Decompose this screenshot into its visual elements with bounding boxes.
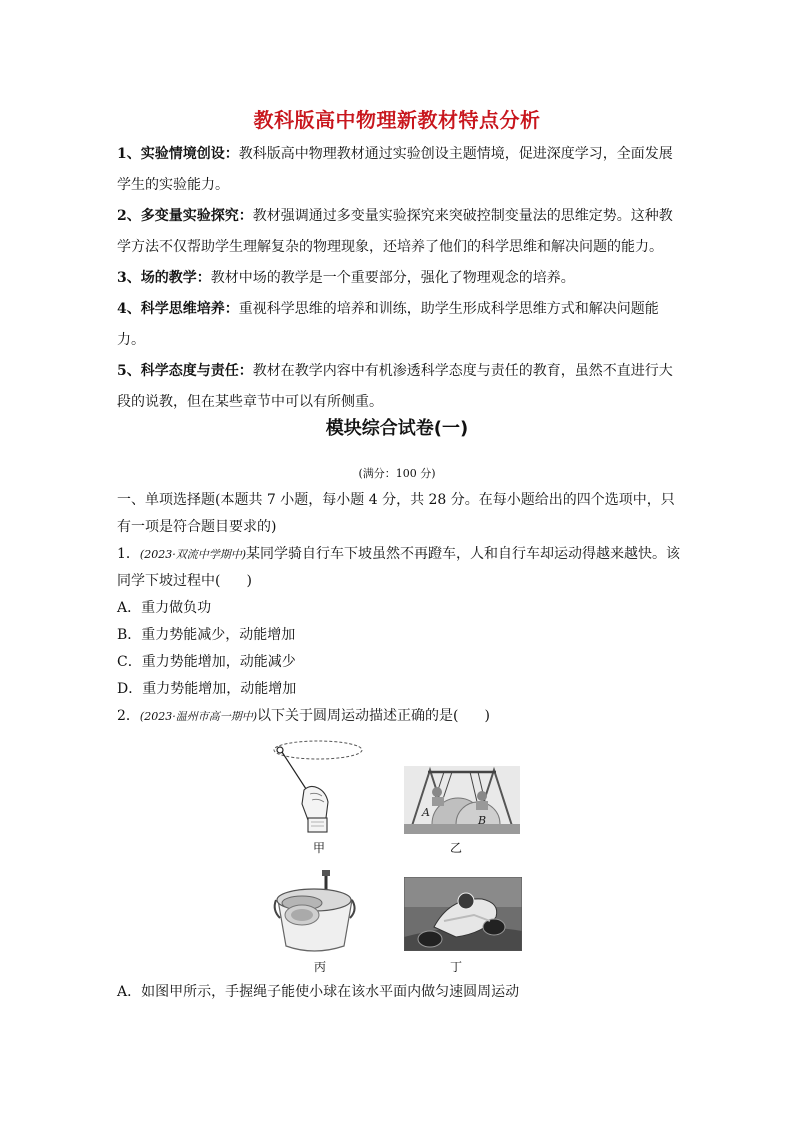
q2-options [117,979,683,1006]
exam-title: 模块综合试卷(一) [325,418,469,439]
q1-option-a: A．重力做负功 [117,600,212,616]
figure-label-jia: 甲 [312,841,325,855]
figure-jia-hand-string [268,738,368,836]
intro-item: 3、场的教学：教材中场的教学是一个重要部分，强化了物理观念的培养。 [117,270,575,286]
figure-yi-swing [404,766,520,834]
intro-list [117,139,681,418]
intro-item: 2、多变量实验探究：教材强调通过多变量实验探究来突破控制变量法的思维定势。这种教学方法不仅帮助学生理解复杂的物理现象，还培养了他们的科学思维和解决问题的能力。 [117,208,673,255]
swing-label-a: A [422,806,430,819]
q1-option-d: D．重力势能增加，动能增加 [117,681,297,697]
question-1-stem: 1．(2023·双流中学期中)某同学骑自行车下坡虽然不再蹬车，人和自行车却运动得越来越快。该同学下坡过程中( ) [117,546,680,589]
q2-option-a: A．如图甲所示，手握绳子能使小球在该水平面内做匀速圆周运动 [117,984,520,1000]
question-2-stem: 2．(2023·温州市高一期中)以下关于圆周运动描述正确的是( ) [117,708,490,724]
page-title: 教科版高中物理新教材特点分析 [253,108,541,132]
figure-ding-motorcycle [404,877,522,951]
intro-item: 5、科学态度与责任：教材在教学内容中有机渗透科学态度与责任的教育，虽然不直进行大段的说教，但在某些章节中可以有所侧重。 [117,363,673,410]
intro-item: 1、实验情境创设：教科版高中物理教材通过实验创设主题情境，促进深度学习，全面发展学生的实验能力。 [117,146,673,193]
figure-label-yi: 乙 [449,841,462,855]
score-note: (满分：100 分) [358,467,436,480]
intro-item: 4、科学思维培养：重视科学思维的培养和训练，助学生形成科学思维方式和解决问题能力。 [117,301,659,348]
q1-option-b: B．重力势能减少，动能增加 [117,627,296,643]
figure-label-ding: 丁 [449,960,462,974]
section-heading: 一、单项选择题(本题共 7 小题，每小题 4 分，共 28 分。在每小题给出的四个选项中，只有一项是符合题目要求的) [117,492,675,535]
question-block [117,487,683,730]
q1-option-c: C．重力势能增加，动能减少 [117,654,296,670]
figure-bing-mop-bucket [270,870,358,956]
figure-label-bing: 丙 [313,960,326,974]
swing-label-b: B [478,814,487,827]
